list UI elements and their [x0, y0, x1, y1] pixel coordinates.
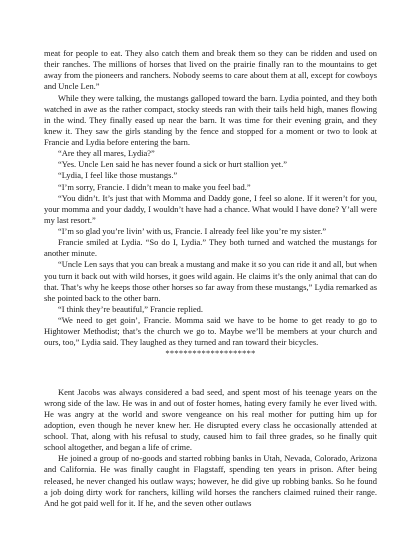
- paragraph-4: “Yes. Uncle Len said he has never found a sick or hurt stallion yet.”: [58, 159, 288, 170]
- paragraph-1: meat for people to eat. They also catch them and break them so they can be ridden and used on their ranches. The millions of horses that lived on the prairie finally ran to the mountains to get away from the pioneers and ranchers. Nobody seems to care about them at all, except for cowboys and Uncle Len.”: [44, 48, 377, 92]
- paragraph-3: “Are they all mares, Lydia?”: [58, 148, 155, 159]
- section-break: ********************: [165, 348, 256, 359]
- paragraph-12: “We need to get goin’, Francie. Momma said we have to be home to get ready to go to Hightower Methodist; that’s the church we go to. Maybe we’ll be members at your church and ours, too,” Lydia said. They laughed as they turned and ran toward their bicycles.: [44, 315, 377, 348]
- paragraph-9: Francie smiled at Lydia. “So do I, Lydia.” They both turned and watched the mustangs for another minute.: [44, 237, 377, 259]
- paragraph-10: “Uncle Len says that you can break a mustang and make it so you can ride it and all, but when you turn it back out with wild horses, it goes wild again. He claims it’s the only animal that can do that. That’s why he keeps those other horses so far away from these mustangs,” Lydia remarked as she pointed back to the other barn.: [44, 259, 377, 303]
- paragraph-14: He joined a group of no-goods and started robbing banks in Utah, Nevada, Colorado, Arizona and California. He was finally caught in Flagstaff, spending ten years in prison. After being released, he never changed his outlaw ways; however, he did give up robbing banks. So he found a job doing dirty work for ranchers, killing wild horses the ranchers claimed ruined their range. And he got paid well for it. If he, and the seven other outlaws: [44, 453, 377, 508]
- paragraph-8: “I’m so glad you’re livin’ with us, Francie. I already feel like you’re my sister.”: [58, 226, 327, 236]
- paragraph-2: While they were talking, the mustangs galloped toward the barn. Lydia pointed, and they both watched in awe as the rather compact, stocky steeds ran with their tails held high, manes flowing in the wind. They finally eased up near the barn. It was time for their evening grain, and they knew it. They saw the girls standing by the fence and stopped for a moment or two to look at Francie and Lydia before entering the barn.: [44, 92, 377, 147]
- section-gap: [44, 360, 377, 387]
- document-page: [44, 48, 377, 509]
- paragraph-13: Kent Jacobs was always considered a bad seed, and spent most of his teenage years on the wrong side of the law. He was in and out of foster homes, hating every family he ever lived with. He was angry at the world and swore vengeance on his real mother for putting him up for adoption, even though he never knew her. He disrupted every class he occasionally attended at school. That, along with his refusal to study, caused him to fail three grades, so he finally quit school altogether, and began a life of crime.: [44, 386, 377, 453]
- paragraph-7: “You didn’t. It’s just that with Momma and Daddy gone, I feel so alone. If it weren’t for you, your momma and your daddy, I wouldn’t have had a chance. What would I have done? Y’all were my last resort.”: [44, 192, 377, 225]
- paragraph-6: “I’m sorry, Francie. I didn’t mean to make you feel bad.”: [58, 181, 251, 192]
- paragraph-5: “Lydia, I feel like those mustangs.”: [58, 170, 178, 181]
- paragraph-11: “I think they’re beautiful,” Francie replied.: [58, 303, 204, 314]
